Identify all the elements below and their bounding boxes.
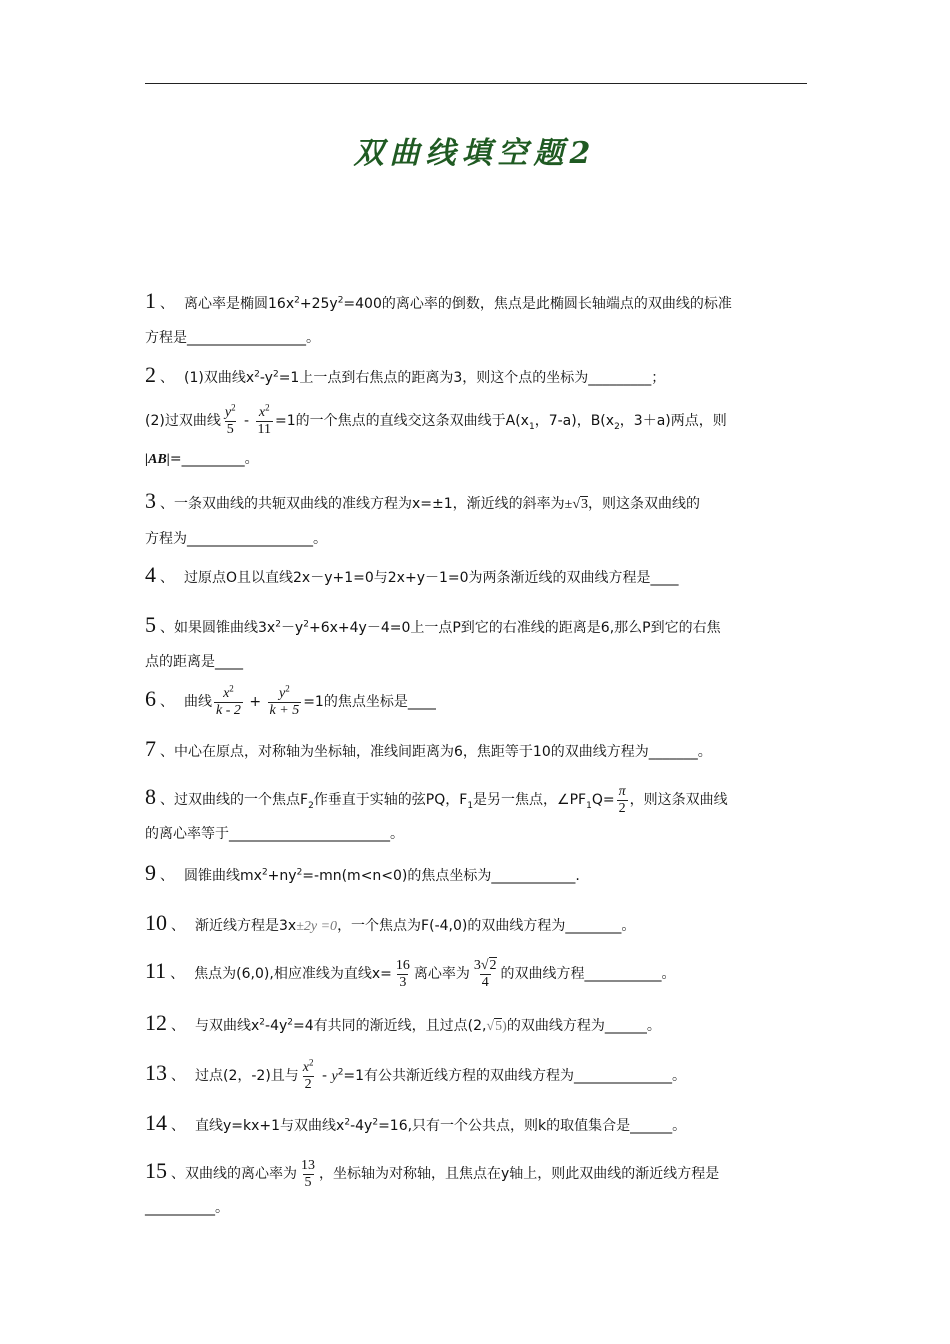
question-1: 1 、 离心率是椭圆$16x^2+25y^2=400$的离心率的倒数，焦点是此椭圆长轴端点的双曲线的标准 方程是_________________。 (145, 288, 732, 346)
question-9: 9 、 圆锥曲线$mx^2+ny^2=-mn(m<n<0)$的焦点坐标为____________. (145, 860, 580, 885)
question-3: 3 、一条双曲线的共轭双曲线的准线方程为x=±1，渐近线的斜率为±√3，则这条双曲线的 方程为__________________。 (145, 488, 701, 547)
fraction: $\frac{x^2}{k - 2}$ (216, 682, 241, 718)
question-5: 5 、如果圆锥曲线$3x^2-y^2+6x+4y-4=0$上一点P到它的右准线的距离是6,那么P到它的右焦 点的距离是____ (145, 612, 721, 670)
question-4: 4 、 过原点O且以直线2x－y+1=0与2x+y－1=0为两条渐近线的双曲线方程是____ (145, 562, 679, 587)
question-2-part-2: (2)过双曲线 $\frac{y^2}{5}$ - $\frac{x^2}{11}$ =1的一个焦点的直线交这条双曲线于$A(x_1$，7-a)，$B(x_2$，3＋a)两点，则 (145, 401, 727, 437)
question-14: 14 、 直线y=kx+1与双曲线$x^2-4y^2=16$,只有一个公共点，则k的取值集合是______。 (145, 1110, 687, 1135)
sqrt-expression: ±√3 (564, 497, 589, 512)
question-2: 2 、 (1)双曲线$x^2-y^2=1$上一点到右焦点的距离为3，则这个点的坐标为_________； (145, 362, 666, 387)
question-11: 11 、 焦点为(6,0),相应准线为直线x= $\frac{16}{3}$ 离心率为 $\frac{3√2}{4}$ 的双曲线方程___________。 (145, 957, 676, 990)
question-2-part-2b: |AB|=_________。 (145, 451, 259, 467)
question-6: 6 、 曲线 $\frac{x^2}{k - 2}$ + $\frac{y^2}{k + 5}$ =1的焦点坐标是____ (145, 682, 436, 718)
fraction: $\frac{y^2}{5}$ (224, 401, 236, 437)
header-rule (145, 83, 807, 84)
question-7: 7 、中心在原点，对称轴为坐标轴，准线间距离为6，焦距等于10的双曲线方程为_______。 (145, 736, 712, 761)
page-title: 双曲线填空题2 (353, 136, 597, 171)
fraction: $\frac{\pi}{2}$ (618, 783, 626, 816)
question-12: 12 、 与双曲线$x^2-4y^2=4$有共同的渐近线，且过点(2,√5)的双曲线方程为______。 (145, 1010, 661, 1035)
fraction: $\frac{x^2}{11}$ (257, 401, 271, 437)
fraction: $\frac{y^2}{k + 5}$ (269, 682, 300, 718)
fraction: $\frac{16}{3}$ (395, 957, 410, 990)
question-13: 13 、 过点(2，-2)且与 $\frac{x^2}{2}$ - $y^2=1$有公共渐近线方程的双曲线方程为______________。 (145, 1056, 687, 1092)
question-10: 10 、 渐近线方程是3x±2y =0，一个焦点为F(-4,0)的双曲线方程为________。 (145, 910, 636, 935)
fraction: $\frac{3√2}{4}$ (473, 957, 497, 990)
fraction: $\frac{13}{5}$ (301, 1157, 315, 1190)
fraction: $\frac{x^2}{2}$ (302, 1056, 314, 1092)
question-8: 8 、过双曲线的一个焦点$F_2$作垂直于实轴的弦PQ，$F_1$是另一焦点，$\angle PF_1Q=$ $\frac{\pi}{2}$ ，则这条双曲线 的离心率等于_______________________。 (145, 783, 728, 842)
question-15: 15 、双曲线的离心率为 $\frac{13}{5}$ ，坐标轴为对称轴，且焦点在y轴上，则此双曲线的渐近线方程是 __________。 (145, 1157, 720, 1216)
